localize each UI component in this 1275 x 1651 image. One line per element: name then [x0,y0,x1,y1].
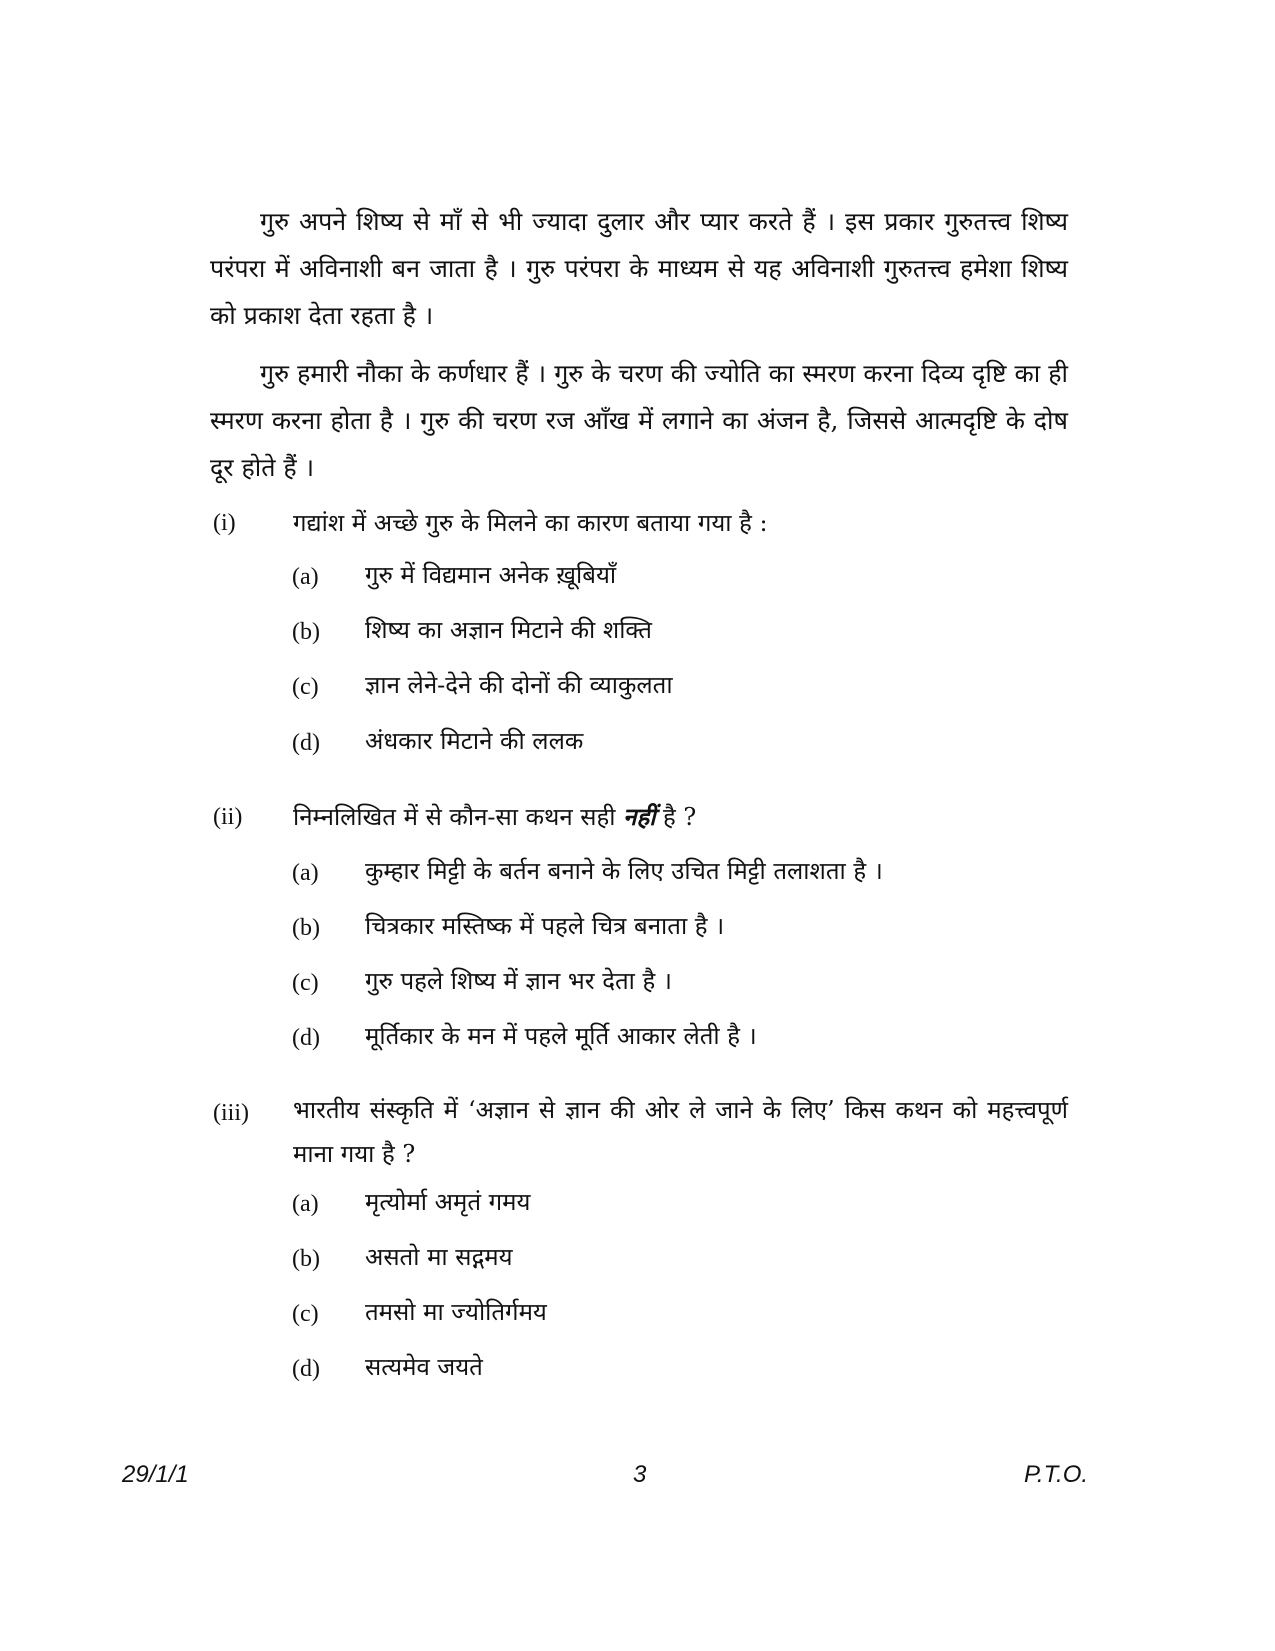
question-2-text-after: है ? [663,803,697,831]
question-2-option-b: चित्रकार मस्तिष्क में पहले चित्र बनाता है । [365,912,725,940]
question-1-number: (i) [213,510,236,536]
question-1-option-b: शिष्य का अज्ञान मिटाने की शक्ति [365,616,652,644]
question-3-option-b: असतो मा सद्गमय [365,1243,513,1271]
page-number: 3 [633,1461,647,1488]
question-3-number: (iii) [213,1100,249,1126]
question-2-option-a: कुम्हार मिट्टी के बर्तन बनाने के लिए उचित मिट्टी तलाशता है । [365,857,883,885]
question-1-option-b-label: (b) [292,619,320,645]
passage-paragraph-1: गुरु अपने शिष्य से माँ से भी ज्यादा दुलार और प्यार करते हैं । इस प्रकार गुरुतत्त्व शिष्य परंपरा में अविनाशी बन जाता है । गुरु परंपरा के माध्यम से यह अविनाशी गुरुतत्त्व हमेशा शिष्य को प्रकाश देता रहता है । [210,207,1068,330]
question-2-option-c: गुरु पहले शिष्य में ज्ञान भर देता है । [365,967,672,995]
question-1-option-a: गुरु में विद्यमान अनेक ख़ूबियाँ [365,561,617,589]
question-1-option-d: अंधकार मिटाने की ललक [365,727,584,755]
question-3-option-a: मृत्योर्मा अमृतं गमय [365,1188,531,1216]
paper-code: 29/1/1 [122,1461,189,1488]
question-2-option-d-label: (d) [292,1025,320,1051]
question-2-option-d: मूर्तिकार के मन में पहले मूर्ति आकार लेती है । [365,1022,757,1050]
question-2-option-c-label: (c) [292,970,319,996]
question-3-option-d-label: (d) [292,1356,320,1382]
question-3-option-c: तमसो मा ज्योतिर्गमय [365,1298,547,1326]
question-1-option-c-label: (c) [292,674,319,700]
question-1-option-d-label: (d) [292,730,320,756]
question-2-option-b-label: (b) [292,915,320,941]
passage-paragraph-2: गुरु हमारी नौका के कर्णधार हैं । गुरु के चरण की ज्योति का स्मरण करना दिव्य दृष्टि का ही स्मरण करना होता है । गुरु की चरण रज आँख में लगाने का अंजन है, जिससे आत्मदृष्टि के दोष दूर होते हैं । [210,359,1068,482]
question-2-number: (ii) [213,804,243,830]
question-3-text: भारतीय संस्कृति में ‘अज्ञान से ज्ञान की ओर ले जाने के लिए’ किस कथन को महत्त्वपूर्ण माना गया है ? [293,1096,1068,1168]
question-2-text-before: निम्नलिखित में से कौन-सा कथन सही [293,803,616,831]
question-2-text [293,795,1068,839]
question-2-emphasis: नहीं [623,802,656,831]
question-3-option-c-label: (c) [292,1301,319,1327]
please-turn-over: P.T.O. [1024,1461,1089,1488]
question-1-text: गद्यांश में अच्छे गुरु के मिलने का कारण बताया गया है : [293,509,768,537]
question-2-option-a-label: (a) [292,860,319,886]
question-3-option-a-label: (a) [292,1191,319,1217]
question-1-option-a-label: (a) [292,564,319,590]
question-3-option-d: सत्यमेव जयते [365,1353,483,1381]
question-3-option-b-label: (b) [292,1246,320,1272]
question-1-option-c: ज्ञान लेने-देने की दोनों की व्याकुलता [365,671,673,699]
